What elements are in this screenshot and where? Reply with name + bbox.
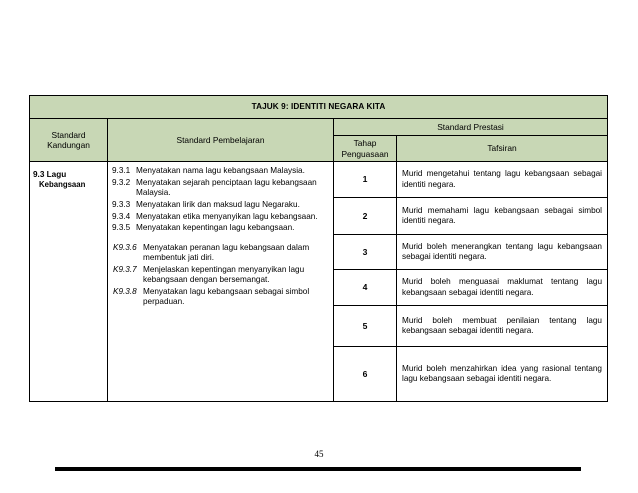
item-text: Menyatakan lagu kebangsaan sebagai simbol perpaduan. xyxy=(143,287,310,307)
item-text: Menyatakan peranan lagu kebangsaan dalam membentuk jati diri. xyxy=(143,243,310,263)
item-text: Menyatakan etika menyanyikan lagu kebangsaan. xyxy=(136,211,318,221)
tafsiran-text: Murid boleh menerangkan tentang lagu kebangsaan sebagai identiti negara. xyxy=(397,235,608,270)
list-item xyxy=(112,243,329,264)
curriculum-table xyxy=(29,95,608,402)
header-standard-kandungan: Standard Kandungan xyxy=(30,119,108,162)
item-number: 9.3.3 xyxy=(112,199,131,209)
tahap-level: 4 xyxy=(334,270,397,306)
item-number: K9.3.6 xyxy=(113,243,137,252)
tahap-level: 3 xyxy=(334,235,397,270)
list-item xyxy=(112,212,329,222)
tahap-level: 2 xyxy=(334,198,397,235)
list-item xyxy=(112,178,329,199)
item-number: 9.3.4 xyxy=(112,211,131,221)
item-text: Menyatakan sejarah penciptaan lagu kebangsaan Malaysia. xyxy=(136,177,317,197)
item-number: K9.3.7 xyxy=(113,265,137,274)
header-tahap-penguasaan: Tahap Penguasaan xyxy=(334,136,397,162)
list-item xyxy=(112,265,329,286)
kandungan-title: 9.3 Lagu xyxy=(33,170,67,179)
pembelajaran-cell xyxy=(108,162,334,402)
item-text: Menjelaskan kepentingan menyanyikan lagu kebangsaan dengan bersemangat. xyxy=(143,265,305,285)
item-text: Menyatakan kepentingan lagu kebangsaan. xyxy=(136,223,295,233)
item-number: 9.3.1 xyxy=(112,166,131,175)
tafsiran-text: Murid boleh membuat penilaian tentang lagu kebangsaan sebagai identiti negara. xyxy=(397,306,608,347)
item-number: K9.3.8 xyxy=(113,287,137,296)
tahap-level: 1 xyxy=(334,162,397,198)
header-standard-prestasi: Standard Prestasi xyxy=(334,119,608,136)
tafsiran-text: Murid boleh menzahirkan idea yang rasional tentang lagu kebangsaan sebagai identiti negara. xyxy=(397,347,608,402)
item-number: 9.3.2 xyxy=(112,177,131,187)
list-item xyxy=(112,200,329,210)
list-item xyxy=(112,166,329,176)
tafsiran-text: Murid memahami lagu kebangsaan sebagai simbol identiti negara. xyxy=(397,198,608,235)
tafsiran-text: Murid boleh menguasai maklumat tentang lagu kebangsaan sebagai identiti negara. xyxy=(397,270,608,306)
kandungan-subtitle: Kebangsaan xyxy=(39,180,86,190)
item-text: Menyatakan nama lagu kebangsaan Malaysia. xyxy=(136,166,305,175)
spacer xyxy=(112,235,329,243)
list-item xyxy=(112,287,329,308)
kandungan-cell xyxy=(30,162,108,402)
tahap-level: 5 xyxy=(334,306,397,347)
tahap-level: 6 xyxy=(334,347,397,402)
page-number: 45 xyxy=(314,449,324,459)
list-item xyxy=(112,223,329,233)
item-number: 9.3.5 xyxy=(112,223,131,233)
tafsiran-text: Murid mengetahui tentang lagu kebangsaan sebagai identiti negara. xyxy=(397,162,608,198)
item-text: Menyatakan lirik dan maksud lagu Negaraku. xyxy=(136,199,300,209)
footer-rule xyxy=(55,467,581,471)
table-title: TAJUK 9: IDENTITI NEGARA KITA xyxy=(30,96,608,119)
header-tafsiran: Tafsiran xyxy=(397,136,608,162)
header-standard-pembelajaran: Standard Pembelajaran xyxy=(108,119,334,162)
